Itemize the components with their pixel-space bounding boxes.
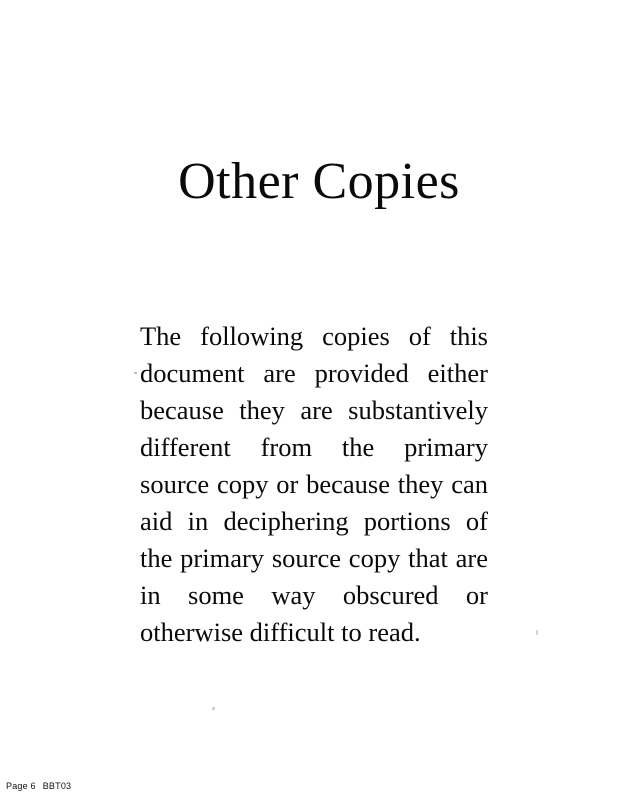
scan-artifact-speck (212, 707, 215, 710)
footer-document-code: BBT03 (42, 781, 72, 791)
page-title: Other Copies (178, 152, 460, 210)
footer-page-label: Page 6 (6, 781, 36, 791)
body-text-block (140, 318, 488, 651)
scan-artifact-speck (134, 372, 137, 374)
scan-artifact-speck (536, 630, 538, 635)
page-footer (6, 781, 71, 791)
body-paragraph: The following copies of this document are provided either because they are substantively different from the primary source copy or because they can aid in deciphering portions of the primary source copy that are in some way obscured or otherwise difficult to read. (140, 321, 488, 647)
